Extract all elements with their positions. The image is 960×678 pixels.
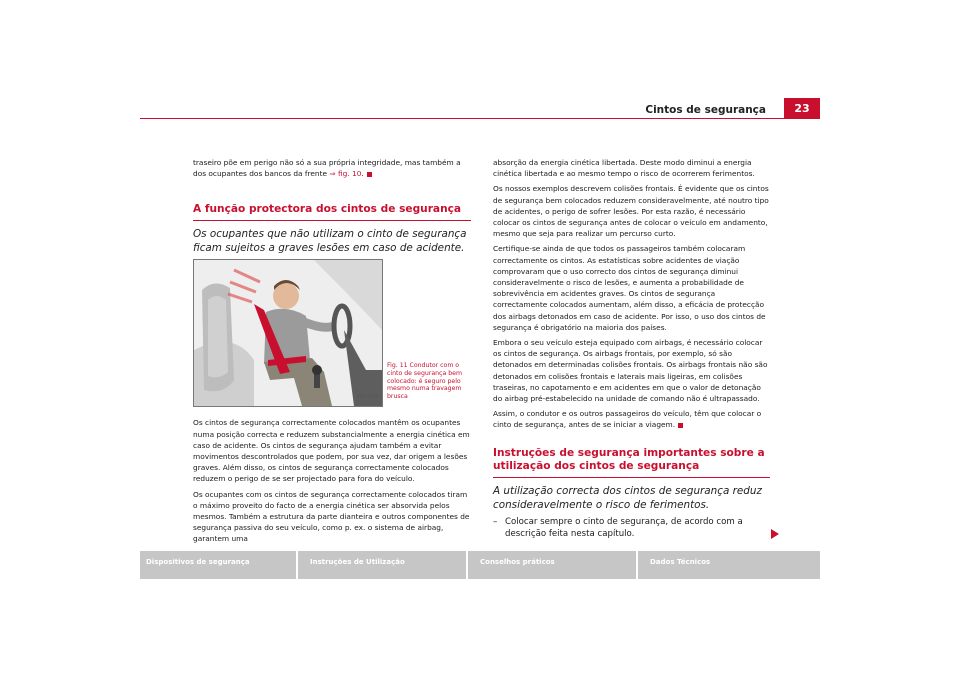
intro-paragraph: traseiro põe em perigo não só a sua própria integridade, mas também a dos ocupantes dos bancos da frente ⇒ fig. 10. [193, 158, 461, 179]
section-lead: Os ocupantes que não utilizam o cinto de segurança ficam sujeitos a graves lesões em caso de acidente. [193, 228, 467, 255]
section-rule [193, 220, 471, 221]
figure-reference-link[interactable]: ⇒ fig. 10 [329, 169, 362, 179]
body-paragraph: Certifique-se ainda de que todos os passageiros também colocaram correctamente os cintos. As estatísticas sobre acidentes de viação comprovaram que o uso correcto dos cintos de segurança diminui consideravelmente o risco de lesões, e aumenta a probabilidade de sobrevivência em acidentes graves. Os cintos de segurança correctamente colocados aumentam, além disso, a eficácia de protecção dos airbags detonados em caso de acidente. Por isso, o uso dos cintos de segurança é obrigatório na maioria dos países. [493, 244, 766, 332]
body-paragraph-text: Assim, o condutor e os outros passageiros do veículo, têm que colocar o cinto de segurança, antes de se iniciar a viagem. [493, 409, 762, 430]
footer-tab-technical-data[interactable]: Dados Técnicos [650, 558, 711, 566]
intro-text: traseiro põe em perigo não só a sua própria integridade, mas também a dos ocupantes dos bancos da frente [193, 158, 461, 179]
footer-tab-practical-tips[interactable]: Conselhos práticos [480, 558, 555, 566]
footer-divider [636, 551, 638, 579]
driver-illustration-graphic [194, 260, 382, 406]
footer-tab-safety-devices[interactable]: Dispositivos de segurança [146, 558, 250, 566]
section-end-marker [367, 172, 372, 177]
body-paragraph: Os ocupantes com os cintos de segurança correctamente colocados tiram o máximo proveito do facto de a energia cinética ser absorvida pelos mesmos. Também a estrutura da parte dianteira e outros componentes de segurança passiva do seu veículo, como p. ex. o sistema de airbag, garantem uma [193, 489, 470, 544]
footer-divider [466, 551, 468, 579]
driver-seatbelt-illustration [193, 259, 383, 407]
footer-tab-operating-instructions[interactable]: Instruções de Utilização [310, 558, 405, 566]
page-number: 23 [784, 98, 820, 119]
body-paragraph: Embora o seu veículo esteja equipado com airbags, é necessário colocar os cintos de segurança. Os airbags frontais, por exemplo, só são detonados em determinadas colisões frontais. Os airbags frontais não são detonados em colisões frontais e laterais mais ligeiras, em colisões traseiras, no capotamento e em acidentes em que o valor de detonação do airbag pré-estabelecido na unidade de comando não é ultrapassado. [493, 338, 768, 404]
figure-caption: Fig. 11 Condutor com o cinto de segurança bem colocado: é seguro pelo mesmo numa travagem brusca [387, 362, 462, 400]
list-item [493, 516, 770, 541]
list-dash: – [493, 516, 498, 527]
figure-11 [193, 259, 471, 411]
section-lead: A utilização correcta dos cintos de segurança reduz consideravelmente o risco de ferimentos. [493, 484, 762, 511]
header-rule [140, 118, 820, 119]
section-end-marker [678, 423, 683, 428]
body-paragraph [493, 408, 770, 430]
section-rule [493, 477, 770, 478]
body-paragraph: Os nossos exemplos descrevem colisões frontais. É evidente que os cintos de segurança bem colocados reduzem consideravelmente, até noutro tipo de acidentes, o perigo de sofrer lesões. Por esta razão, é necessário colocar os cintos de segurança antes de colocar o veículo em andamento, mesmo que seja para realizar um percurso curto. [493, 184, 769, 239]
body-paragraph: absorção da energia cinética libertada. Deste modo diminui a energia cinética libertada e ao mesmo tempo o risco de ocorrerem ferimentos. [493, 158, 755, 179]
running-header-title: Cintos de segurança [645, 104, 766, 116]
right-column [493, 157, 770, 541]
figure-code: B5P-0047 [356, 395, 378, 401]
section-title-safety-instructions: Instruções de segurança importantes sobre a utilização dos cintos de segurança [493, 446, 765, 472]
body-paragraph: Os cintos de segurança correctamente colocados mantêm os ocupantes numa posição correcta e reduzem substancialmente a energia cinética em caso de acidente. Os cintos de segurança ajudam também a evitar movimentos descontrolados que podem, por sua vez, dar origem a lesões graves. Além disso, os cintos de segurança correctamente colocados reduzem o perigo de se ser projectado para fora do veículo. [193, 418, 470, 484]
next-page-arrow-icon[interactable] [771, 529, 779, 539]
footer-navigation [140, 551, 820, 579]
footer-divider [296, 551, 298, 579]
left-column [193, 157, 471, 549]
section-title-protective-function: A função protectora dos cintos de segurança [193, 203, 462, 216]
list-item-text: Colocar sempre o cinto de segurança, de acordo com a descrição feita nesta capítulo. [505, 516, 743, 540]
